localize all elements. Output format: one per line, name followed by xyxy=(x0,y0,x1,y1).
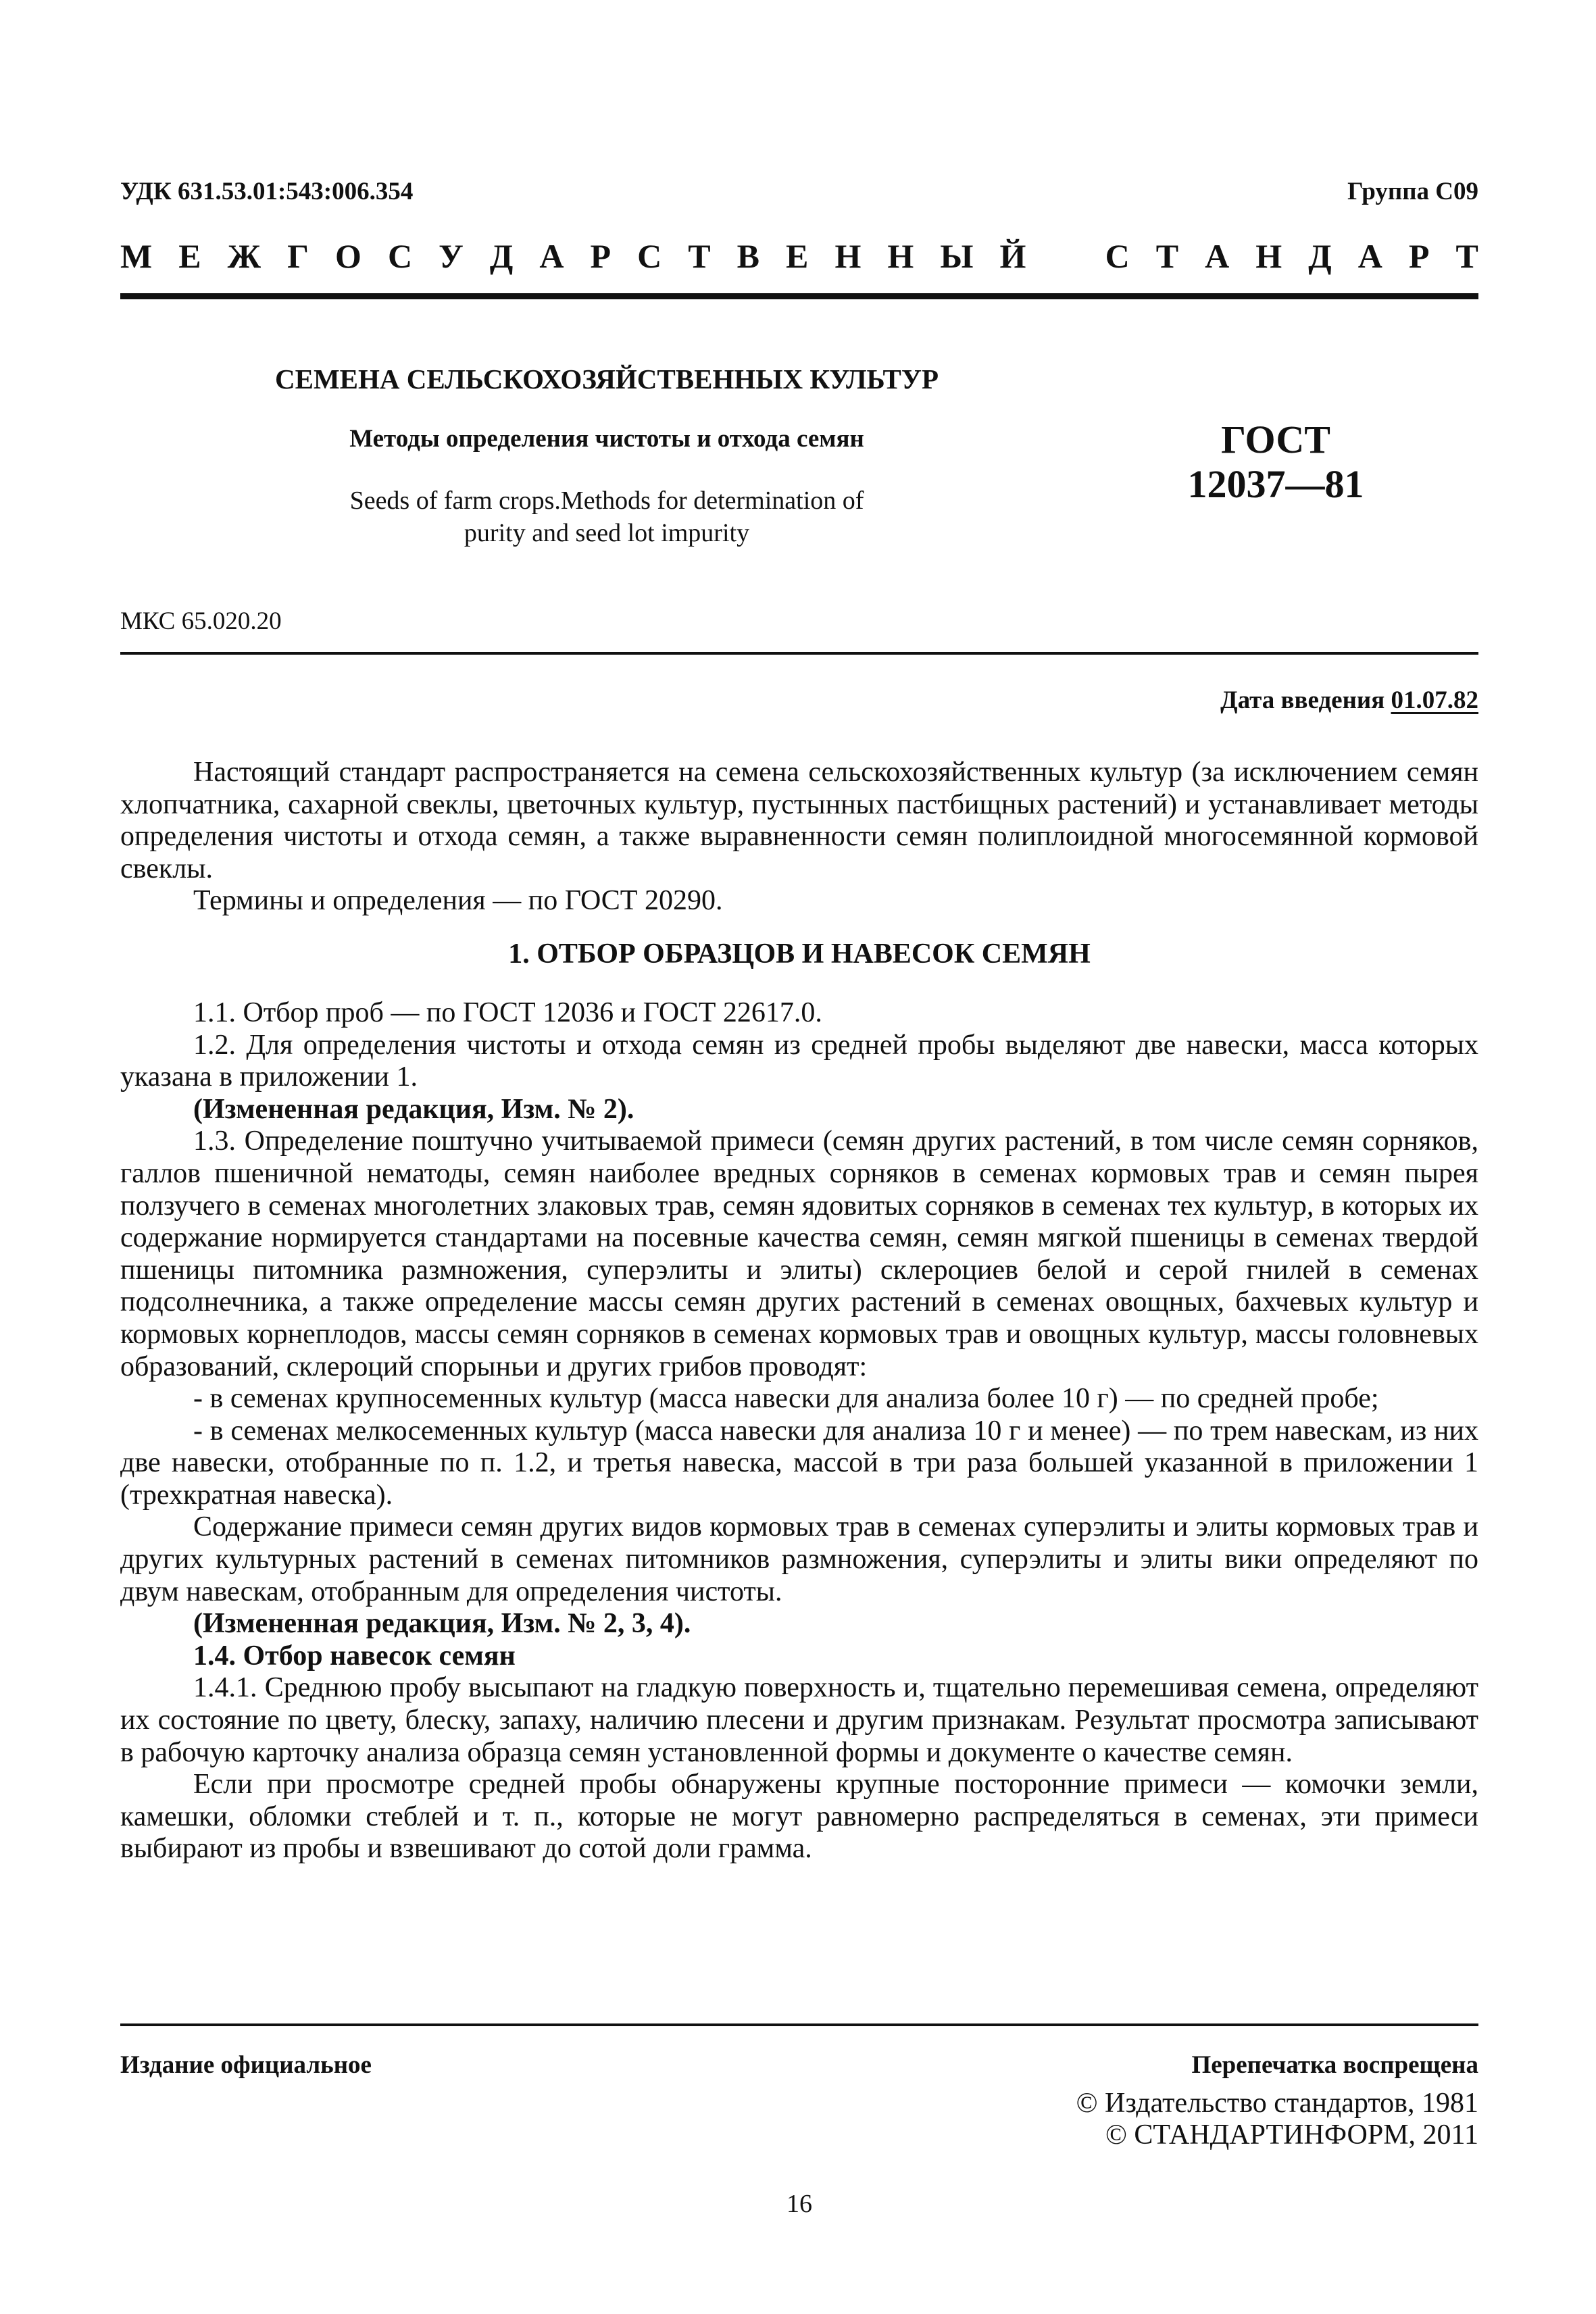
content-paragraph: Содержание примеси семян других видов кормовых трав в семенах суперэлиты и элиты кормовых трав и других культурных растений в семенах питомников размножения, суперэлиты и элиты вики определяют по двум навескам, отобранным для определения чистоты. xyxy=(120,1511,1478,1607)
english-title-line: purity and seed lot impurity xyxy=(464,519,750,547)
heading-letter: Т xyxy=(688,237,711,275)
heading-letter: М xyxy=(120,237,153,275)
impurities-paragraph: Если при просмотре средней пробы обнаружены крупные посторонние примеси — комочки земли, камешки, обломки стеблей и т. п., которые не могут равномерно распределяться в семенах, эти примеси выбирают из пробы и взвешивают до сотой доли грамма. xyxy=(120,1769,1478,1865)
heading-letter: Ж xyxy=(227,237,261,275)
heading-letter: Т xyxy=(1155,237,1179,275)
interstate-standard-heading xyxy=(120,236,1478,276)
heading-letter: Н xyxy=(834,237,862,275)
heading-letter: Е xyxy=(178,237,201,275)
copyright-line: © Издательство стандартов, 1981 xyxy=(1076,2088,1478,2119)
heading-letter: Д xyxy=(489,237,514,275)
english-title xyxy=(120,484,1093,549)
heading-letter: А xyxy=(539,237,564,275)
heading-letter: С xyxy=(1105,237,1130,275)
clause-1-4-1: 1.4.1. Среднюю пробу высыпают на гладкую поверхность и, тщательно перемешивая семена, определяют их состояние по цвету, блеску, запаху, наличию плесени и другим признакам. Результат просмотра записывают в рабочую карточку анализа образца семян установленной формы и документе о качестве семян. xyxy=(120,1672,1478,1768)
heading-letter: Р xyxy=(590,237,612,275)
gost-label: ГОСТ xyxy=(1221,418,1330,461)
heading-letter: У xyxy=(439,237,464,275)
subsection-heading: 1.4. Отбор навесок семян xyxy=(193,1640,516,1671)
list-item: - в семенах крупносеменных культур (масса навески для анализа более 10 г) — по средней пробе; xyxy=(193,1383,1379,1415)
reprint-prohibited: Перепечатка воспрещена xyxy=(1191,2051,1478,2079)
list-item: - в семенах мелкосеменных культур (масса навески для анализа 10 г и менее) — по трем навескам, из них две навески, отобранные по п. 1.2, и третья навеска, массой в три раза большей указанной в приложении 1 (трехкратная навеска). xyxy=(120,1415,1478,1511)
document-body xyxy=(120,757,1478,1865)
heading-letter: В xyxy=(737,237,759,275)
page-number: 16 xyxy=(787,2190,812,2218)
heading-letter: С xyxy=(387,237,413,275)
mks-code: МКС 65.020.20 xyxy=(120,607,282,635)
introduction-date xyxy=(1220,686,1478,715)
copyright-block xyxy=(1076,2088,1478,2151)
intro-paragraph: Настоящий стандарт распространяется на семена сельскохозяйственных культур (за исключением семян хлопчатника, сахарной свеклы, цветочных культур, пустынных пастбищных растений) и устанавливает методы определения чистоты и отхода семян, а также выравненности семян полиплоидной многосемянной кормовой свеклы. xyxy=(120,757,1478,884)
amendment-note: (Измененная редакция, Изм. № 2). xyxy=(193,1093,634,1125)
heading-letter: А xyxy=(1357,237,1382,275)
section-heading: 1. ОТБОР ОБРАЗЦОВ И НАВЕСОК СЕМЯН xyxy=(508,938,1091,970)
group-code: Группа С09 xyxy=(1347,178,1478,205)
heading-letter: Ы xyxy=(940,237,974,275)
header-divider xyxy=(120,293,1478,299)
english-title-line: Seeds of farm crops.Methods for determination of xyxy=(349,486,864,515)
heading-letter: Г xyxy=(287,237,309,275)
amendment-note: (Измененная редакция, Изм. № 2, 3, 4). xyxy=(193,1608,691,1640)
document-title: СЕМЕНА СЕЛЬСКОХОЗЯЙСТВЕННЫХ КУЛЬТУР xyxy=(275,363,939,395)
gost-designation xyxy=(1147,418,1404,507)
document-subtitle: Методы определения чистоты и отхода семян xyxy=(349,425,864,453)
clause-1-2: 1.2. Для определения чистоты и отхода семян из средней пробы выделяют две навески, масса которых указана в приложении 1. xyxy=(120,1029,1478,1093)
heading-letter: Е xyxy=(786,237,809,275)
mks-divider xyxy=(120,652,1478,655)
footer-divider xyxy=(120,2023,1478,2026)
heading-letter: Р xyxy=(1408,237,1430,275)
udk-code: УДК 631.53.01:543:006.354 xyxy=(120,178,414,205)
date-value: 01.07.82 xyxy=(1391,686,1478,714)
official-edition: Издание официальное xyxy=(120,2051,372,2079)
heading-letter: Й xyxy=(999,237,1026,275)
heading-letter: Н xyxy=(1255,237,1282,275)
terms-paragraph: Термины и определения — по ГОСТ 20290. xyxy=(193,885,723,917)
document-page xyxy=(120,0,1478,2314)
heading-letter: Д xyxy=(1308,237,1332,275)
clause-1-3: 1.3. Определение поштучно учитываемой примеси (семян других растений, в том числе семян сорняков, галлов пшеничной нематоды, семян наиболее вредных сорняков в семенах кормовых трав и семян пырея ползучего в семенах многолетних злаковых трав, семян ядовитых сорняков в семенах тех культур, в которых их содержание нормируется стандартами на посевные качества семян, семян мягкой пшеницы в семенах твердой пшеницы питомника размножения, суперэлиты и элиты) склероциев белой и серой гнилей в семенах подсолнечника, а также определение массы семян других растений в семенах овощных, бахчевых культур и кормовых корнеплодов, массы семян сорняков в семенах кормовых трав и овощных культур, массы головневых образований, склероций спорыньи и других грибов проводят: xyxy=(120,1126,1478,1382)
heading-letter: А xyxy=(1205,237,1230,275)
gost-number: 12037—81 xyxy=(1187,462,1364,506)
heading-letter: С xyxy=(637,237,662,275)
date-label: Дата введения xyxy=(1220,686,1385,714)
copyright-line: © СТАНДАРТИНФОРМ, 2011 xyxy=(1105,2119,1478,2150)
clause-1-1: 1.1. Отбор проб — по ГОСТ 12036 и ГОСТ 22617.0. xyxy=(193,997,822,1028)
heading-letter: Н xyxy=(887,237,914,275)
heading-letter: Т xyxy=(1455,237,1478,275)
heading-letter: О xyxy=(335,237,361,275)
